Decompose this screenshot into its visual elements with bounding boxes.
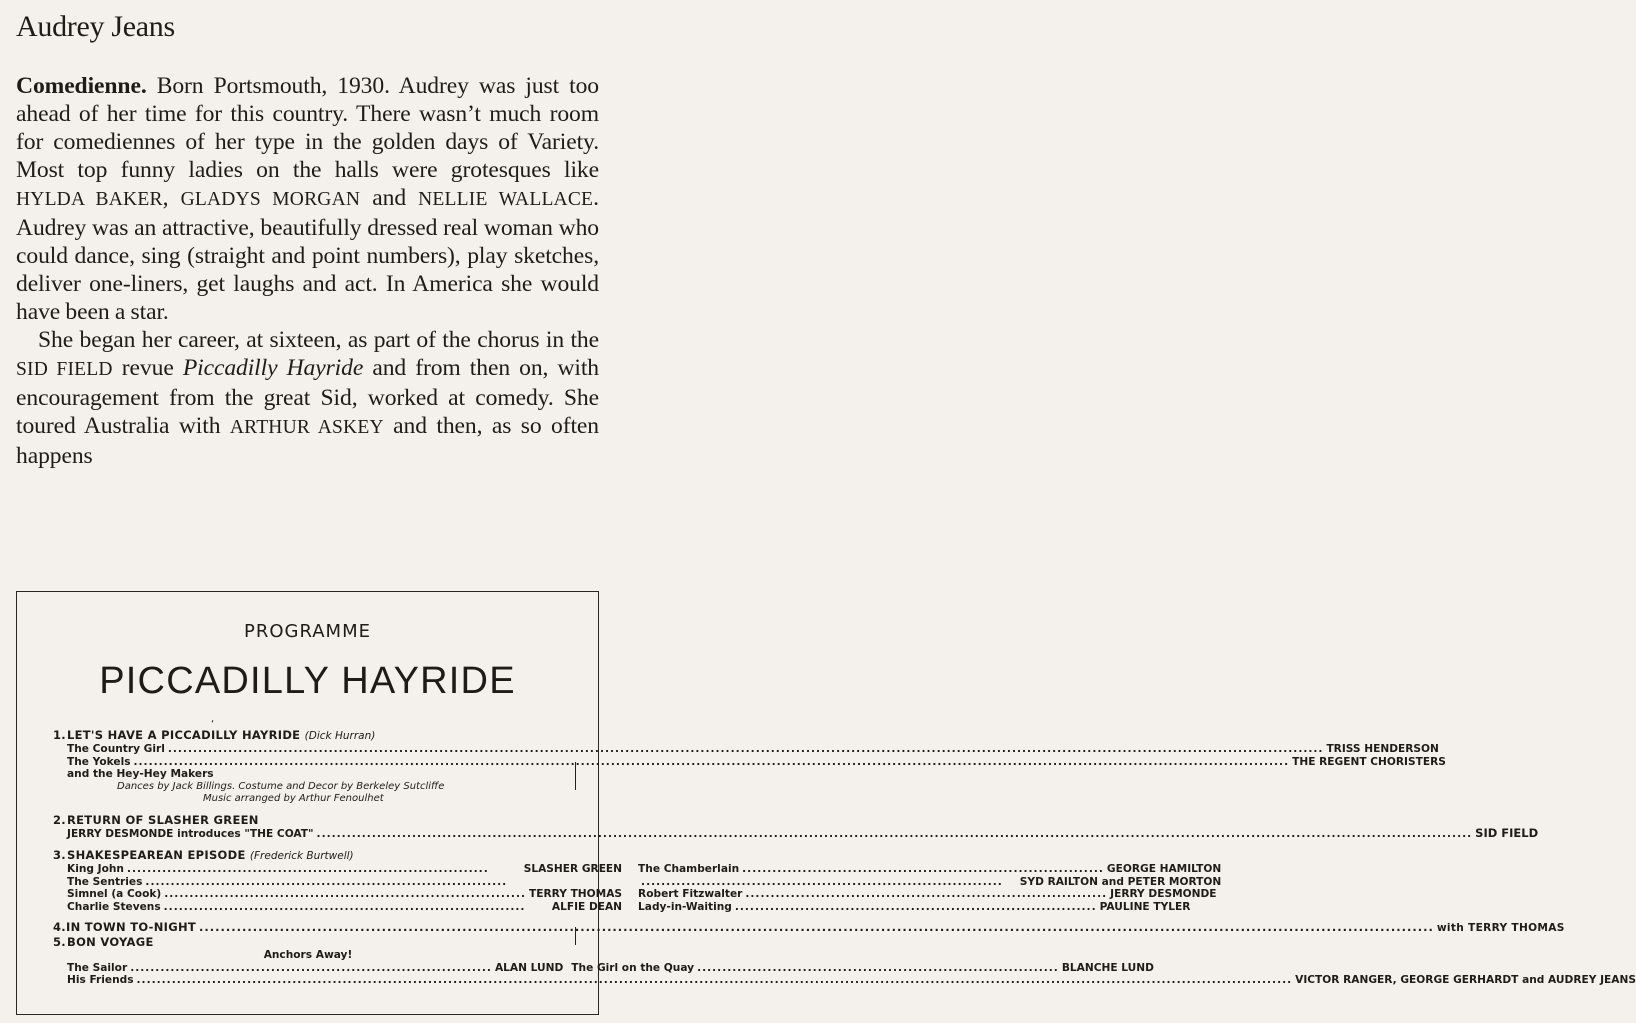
leader-dots [199,921,1434,934]
item-number: 1. [53,728,66,742]
item-title: SHAKESPEAREAN EPISODE [67,848,246,862]
credit-note: Music arranged by Arthur Fenoulhet [203,792,384,804]
role: Simnel (a Cook) [67,888,162,900]
cast-row [53,743,1439,756]
cast-row [67,876,622,889]
role: JERRY DESMONDE introduces "THE COAT" [67,827,314,840]
paragraph-2 [16,326,599,470]
name-sid-field: SID FIELD [16,359,113,380]
role: His Friends [67,974,134,986]
item-heading [53,813,563,827]
role: Robert Fitzwalter [638,888,743,900]
item-heading [53,728,563,743]
cast-row [638,876,1221,889]
item-title: IN TOWN TO-NIGHT [65,920,197,934]
role: Charlie Stevens [67,900,161,913]
leader-dots [137,974,1293,987]
item-title: LET'S HAVE A PICCADILLY HAYRIDE [67,728,301,742]
role: The Chamberlain [638,863,740,875]
cast-column-right [638,863,1221,913]
item-number: 2. [53,812,66,827]
cast-row [67,901,622,914]
cast-row [638,888,1221,901]
actor: PAULINE TYLER [1099,900,1191,913]
actor: JERRY DESMONDE [1110,888,1217,900]
item-title: BON VOYAGE [67,934,154,949]
name-nellie-wallace: NELLIE WALLACE [418,189,594,210]
programme-title: PICCADILLY HAYRIDE [99,660,516,702]
name-gladys-morgan: GLADYS MORGAN [180,189,361,210]
leader-dots [735,901,1097,914]
text-run: Born Portsmouth, 1930. Audrey was just too ahead of her time for this country. There wasn’t much room for comediennes of her type in the golden days of Variety. Most top funny ladies on the halls were grotesques like [16,73,599,183]
role: The Sentries [67,875,143,888]
actor: SLASHER GREEN [523,863,623,875]
cast-row [53,755,1446,769]
programme-item-4 [53,920,1565,935]
actor: SYD RAILTON and PETER MORTON [1019,875,1222,888]
role: The Girl on the Quay [571,961,695,974]
song-title: Anchors Away! [263,948,353,961]
text-run: and from then on, with encouragement from the great Sid, worked at comedy. She toured Australia with [16,355,599,439]
actor: ALAN LUND [494,961,564,974]
text-run: She began her career, at sixteen, as part of the chorus in the [38,327,599,353]
biography-text [16,72,599,470]
text-run: and then, as so often happens [16,413,599,469]
cast-row [53,825,1539,841]
actor: SID FIELD [1475,825,1539,840]
lead-word: Comedienne. [16,73,147,99]
programme-item-3 [53,848,1222,913]
cast-row [67,888,622,901]
item-heading [53,848,563,863]
name-hylda-baker: HYLDA BAKER [16,189,163,210]
leader-dots [742,863,1104,876]
item-heading [53,920,1565,935]
actor: TERRY THOMAS [529,888,623,900]
cast-line: and the Hey-Hey Makers [67,768,214,780]
leader-dots [317,828,1473,841]
programme-image [16,591,1636,1015]
item-credit: (Dick Hurran) [304,730,376,742]
role: Lady-in-Waiting [638,900,732,913]
cast-columns [53,863,1222,913]
pen-mark: ‘ [211,719,215,730]
leader-dots [127,863,521,876]
actor: BLANCHE LUND [1061,961,1154,974]
leader-dots [641,876,1017,889]
item-credit: (Frederick Burtwell) [249,850,354,862]
cast-row [571,962,1154,975]
paragraph-1 [16,72,599,326]
programme-item-2 [53,812,1539,841]
item-heading [53,935,563,949]
leader-dots [164,888,526,901]
credit-note: Dances by Jack Billings. Costume and Decor by Berkeley Sutcliffe [117,780,445,792]
item-number: 4. [53,920,66,934]
page-heading: Audrey Jeans [16,10,175,43]
leader-dots [164,901,549,914]
cast-row [67,863,622,876]
cast-row [638,863,1221,876]
programme-label: PROGRAMME [243,621,371,642]
actor: THE REGENT CHORISTERS [1292,755,1446,768]
cast-column-right [563,962,1154,975]
cast-row [638,901,1221,914]
actor: with TERRY THOMAS [1436,922,1565,934]
name-arthur-askey: ARTHUR ASKEY [229,417,384,438]
leader-dots [130,962,492,975]
cast-columns [53,961,1154,975]
programme-items [53,728,1636,987]
cast-column-left [67,962,563,975]
actor: ALFIE DEAN [551,900,623,913]
item-number: 3. [53,848,66,862]
item-number: 5. [53,934,66,949]
show-title: Piccadilly Hayride [182,355,364,381]
leader-dots [145,876,619,889]
cast-row [53,974,1636,987]
cast-row [67,962,563,975]
role: The Country Girl [67,743,165,755]
text-run: . Audrey was an attractive, beautifully dressed real woman who could dance, sing (straight and point numbers), play sketches, deliver one-liners, get laughs and act. In America she would have been a star. [16,185,599,325]
text-run: , [162,185,181,211]
actor: VICTOR RANGER, GEORGE GERHARDT and AUDREY JEANS [1295,974,1636,986]
role: The Sailor [67,961,128,974]
leader-dots [168,743,1324,756]
actor: TRISS HENDERSON [1326,743,1439,755]
programme-item-1 [53,728,1446,805]
role: King John [67,863,124,875]
actor: GEORGE HAMILTON [1106,863,1222,875]
leader-dots [134,756,1290,769]
text-run: revue [112,355,183,381]
leader-dots [697,962,1059,975]
cast-column-left [67,863,622,913]
item-title: RETURN OF SLASHER GREEN [67,812,259,827]
programme-item-5 [53,934,1636,987]
role: The Yokels [67,755,131,768]
leader-dots [745,888,1107,901]
text-run: and [360,185,419,211]
